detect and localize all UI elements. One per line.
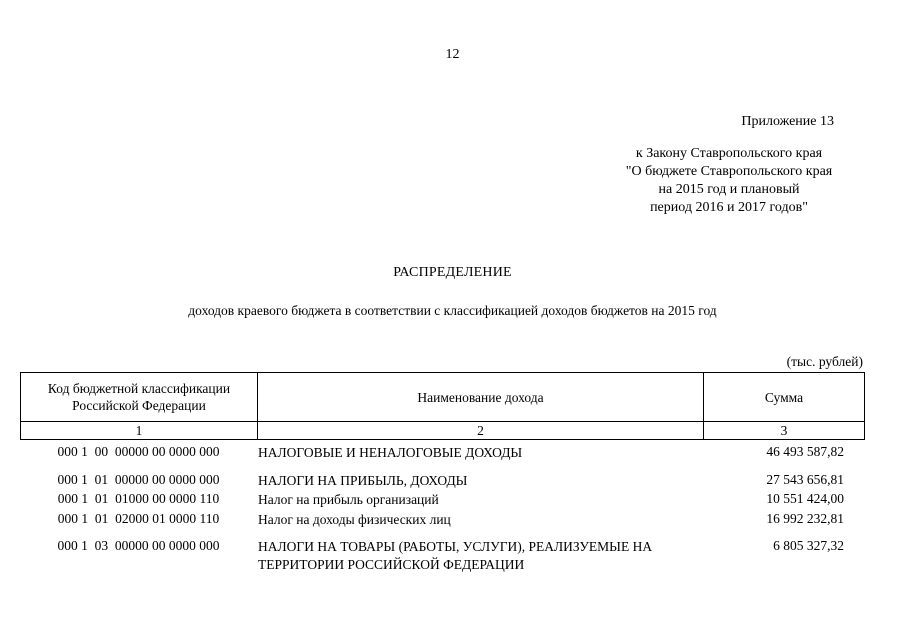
row-sum: 6 805 327,32 bbox=[773, 538, 844, 553]
column-number: 3 bbox=[704, 422, 865, 440]
row-code: 000 1 03 00000 00 0000 000 bbox=[57, 538, 220, 553]
annex-line: на 2015 год и плановый bbox=[658, 182, 800, 197]
annex-line: к Закону Ставропольского края bbox=[635, 146, 823, 161]
unit-label: (тыс. рублей) bbox=[786, 354, 863, 369]
row-code: 000 1 01 00000 00 0000 000 bbox=[57, 472, 220, 487]
annex-line: "О бюджете Ставропольского края bbox=[625, 164, 833, 179]
column-number: 1 bbox=[21, 422, 258, 440]
row-sum: 27 543 656,81 bbox=[766, 472, 844, 487]
row-sum: 16 992 232,81 bbox=[766, 511, 844, 526]
header-sum: Сумма bbox=[704, 373, 865, 422]
row-code: 000 1 00 00000 00 0000 000 bbox=[57, 444, 220, 459]
column-number: 2 bbox=[258, 422, 704, 440]
document-subtitle: доходов краевого бюджета в соответствии с классификацией доходов бюджетов на 2015 год bbox=[188, 303, 717, 318]
row-code: 000 1 01 02000 01 0000 110 bbox=[57, 511, 220, 526]
annex-line: период 2016 и 2017 годов" bbox=[650, 200, 808, 215]
row-sum: 46 493 587,82 bbox=[766, 444, 844, 459]
row-name: Налог на прибыль организаций bbox=[258, 492, 439, 507]
header-name: Наименование дохода bbox=[258, 373, 704, 422]
row-code: 000 1 01 01000 00 0000 110 bbox=[57, 491, 220, 506]
row-name: НАЛОГИ НА ПРИБЫЛЬ, ДОХОДЫ bbox=[258, 473, 468, 488]
document-title: РАСПРЕДЕЛЕНИЕ bbox=[393, 265, 512, 280]
page-number: 12 bbox=[445, 47, 460, 62]
table-header bbox=[20, 372, 865, 440]
annex-title: Приложение 13 bbox=[741, 114, 834, 129]
header-code: Код бюджетной классификации Российской Федерации bbox=[21, 373, 258, 422]
row-sum: 10 551 424,00 bbox=[766, 491, 844, 506]
annex-description bbox=[599, 145, 859, 217]
row-name: НАЛОГИ НА ТОВАРЫ (РАБОТЫ, УСЛУГИ), РЕАЛИЗУЕМЫЕ НА ТЕРРИТОРИИ РОССИЙСКОЙ ФЕДЕРАЦИИ bbox=[258, 539, 653, 572]
row-name: НАЛОГОВЫЕ И НЕНАЛОГОВЫЕ ДОХОДЫ bbox=[258, 445, 523, 460]
row-name: Налог на доходы физических лиц bbox=[258, 512, 451, 527]
